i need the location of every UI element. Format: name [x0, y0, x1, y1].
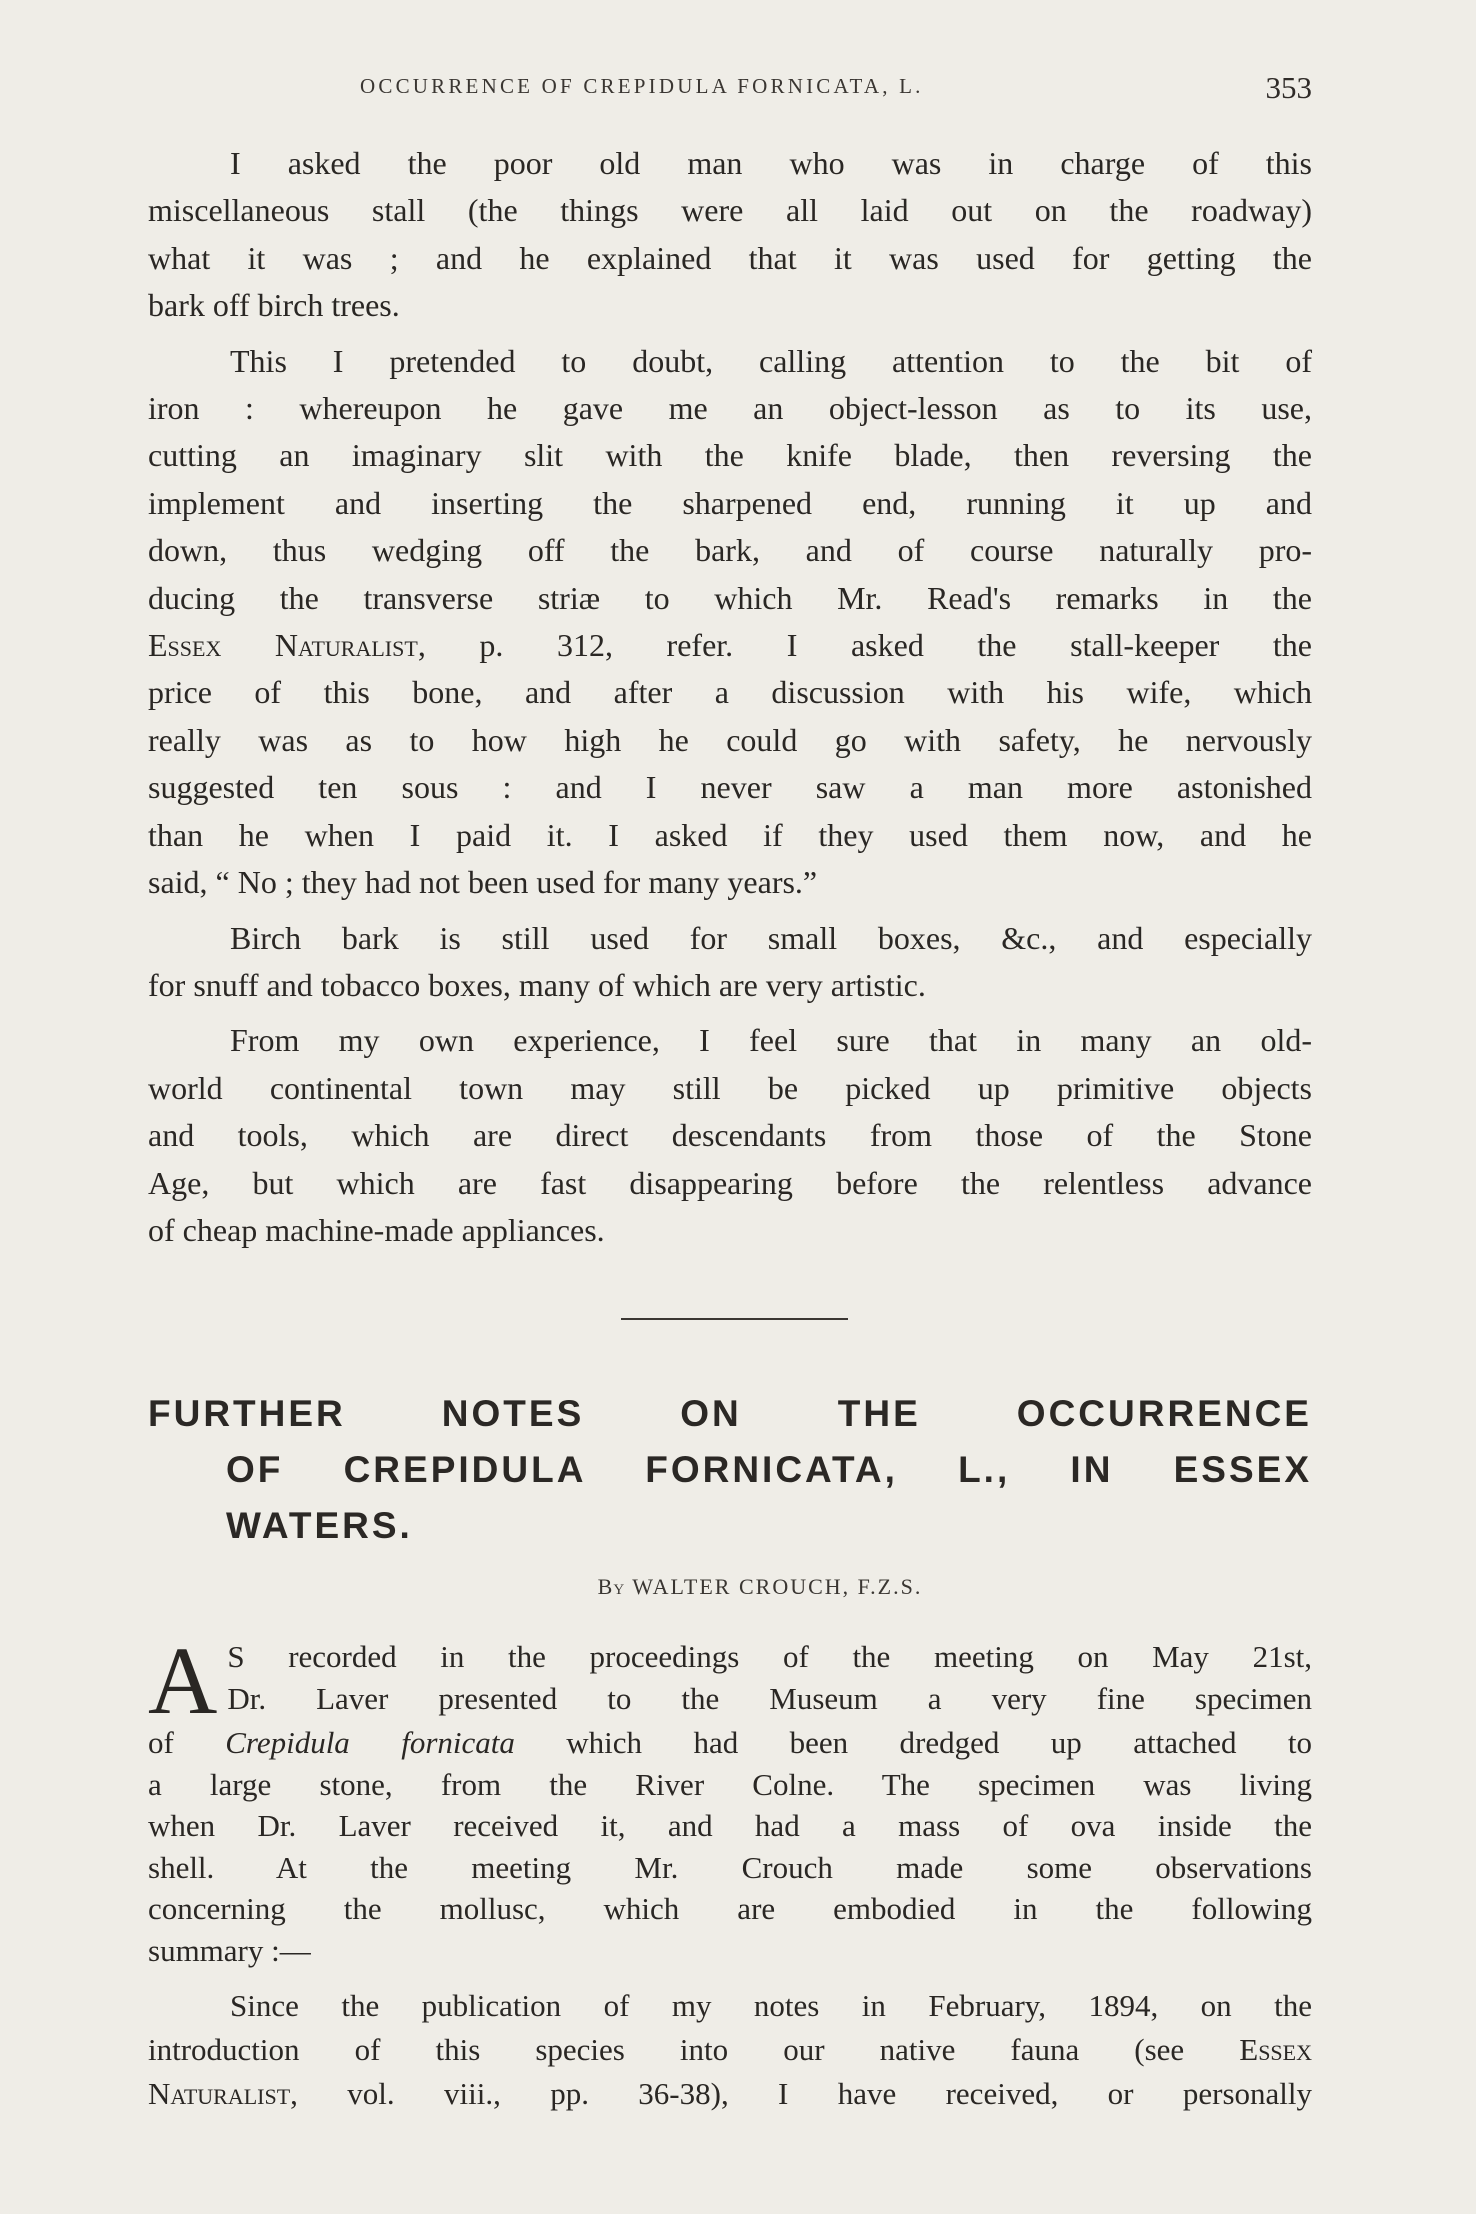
- species-name: Crepidula fornicata: [225, 1725, 515, 1760]
- text-line: world continental town may still be picked up primitive objects: [148, 1069, 1312, 1106]
- text-line: [148, 2028, 1312, 2072]
- byline-author: WALTER CROUCH, F.Z.S.: [632, 1574, 923, 1599]
- journal-name: Essex: [1239, 2032, 1312, 2067]
- text-line: when Dr. Laver received it, and had a mass of ova inside the: [148, 1808, 1312, 1843]
- text-line: concerning the mollusc, which are embodied in the following: [148, 1891, 1312, 1926]
- text-line: [148, 2072, 1312, 2116]
- article-title: [148, 1386, 1312, 1554]
- text-line: what it was ; and he explained that it was used for getting the: [148, 239, 1312, 276]
- title-line: FURTHER NOTES ON THE OCCURRENCE: [148, 1393, 1312, 1434]
- text-fragment: which had been dredged up attached to: [514, 1725, 1312, 1760]
- journal-name: Naturalist: [148, 2076, 291, 2111]
- text-line: [148, 1722, 1312, 1764]
- running-title: OCCURRENCE OF CREPIDULA FORNICATA, L.: [360, 74, 924, 98]
- article-continuation: [148, 140, 1312, 1254]
- title-line: OF CREPIDULA FORNICATA, L., IN ESSEX: [226, 1449, 1312, 1490]
- text-fragment: , vol. viii., pp. 36-38), I have received, or personally: [290, 2076, 1312, 2111]
- text-line: Since the publication of my notes in February, 1894, on the: [230, 1988, 1312, 2023]
- text-line: down, thus wedging off the bark, and of course naturally pro-: [148, 532, 1312, 569]
- text-line: ducing the transverse striæ to which Mr. Read's remarks in the: [148, 579, 1312, 616]
- text-line: iron : whereupon he gave me an object-lesson as to its use,: [148, 390, 1312, 427]
- text-line: Dr. Laver presented to the Museum a very fine specimen: [227, 1680, 1312, 1716]
- text-line: suggested ten sous : and I never saw a man more astonished: [148, 769, 1312, 806]
- byline-by: By: [597, 1574, 626, 1599]
- text-line: S recorded in the proceedings of the meeting on May 21st,: [227, 1639, 1312, 1674]
- page-number: 353: [1265, 70, 1312, 105]
- title-line: WATERS.: [226, 1505, 413, 1546]
- text-line: really was as to how high he could go with safety, he nervously: [148, 721, 1312, 758]
- journal-name: Essex Naturalist: [148, 627, 418, 664]
- section-divider: [621, 1318, 848, 1320]
- text-line: summary :—: [148, 1932, 311, 1968]
- text-line: price of this bone, and after a discussion with his wife, which: [148, 674, 1312, 711]
- text-line: [148, 622, 1312, 669]
- text-line: implement and inserting the sharpened end, running it up and: [148, 484, 1312, 521]
- text-line: Age, but which are fast disappearing before the relentless advance: [148, 1164, 1312, 1201]
- drop-cap: A: [148, 1627, 218, 1734]
- text-line: I asked the poor old man who was in charge of this: [230, 145, 1312, 181]
- article-body-first-paragraph: [148, 1627, 1312, 1971]
- text-line: a large stone, from the River Colne. The specimen was living: [148, 1766, 1312, 1802]
- text-line: cutting an imaginary slit with the knife blade, then reversing the: [148, 437, 1312, 474]
- text-line: Birch bark is still used for small boxes, &c., and especially: [230, 919, 1312, 956]
- running-head: [148, 70, 1312, 110]
- text-line: for snuff and tobacco boxes, many of which are very artistic.: [148, 966, 926, 1003]
- text-line: said, “ No ; they had not been used for many years.”: [148, 864, 818, 901]
- text-fragment: of: [148, 1725, 226, 1760]
- text-fragment: , p. 312, refer. I asked the stall-keeper the: [417, 627, 1312, 664]
- text-line: miscellaneous stall (the things were all laid out on the roadway): [148, 192, 1312, 229]
- text-line: From my own experience, I feel sure that in many an old-: [230, 1022, 1312, 1059]
- byline: [148, 1574, 1312, 1600]
- text-line: This I pretended to doubt, calling attention to the bit of: [230, 342, 1312, 379]
- text-line: and tools, which are direct descendants from those of the Stone: [148, 1117, 1312, 1154]
- text-line: bark off birch trees.: [148, 287, 400, 324]
- text-line: than he when I paid it. I asked if they used them now, and he: [148, 816, 1312, 853]
- article-body-second-paragraph: [148, 1984, 1312, 2116]
- text-line: of cheap machine-made appliances.: [148, 1211, 605, 1248]
- text-fragment: introduction of this species into our native fauna (see: [148, 2032, 1240, 2067]
- text-line: shell. At the meeting Mr. Crouch made some observations: [148, 1849, 1312, 1885]
